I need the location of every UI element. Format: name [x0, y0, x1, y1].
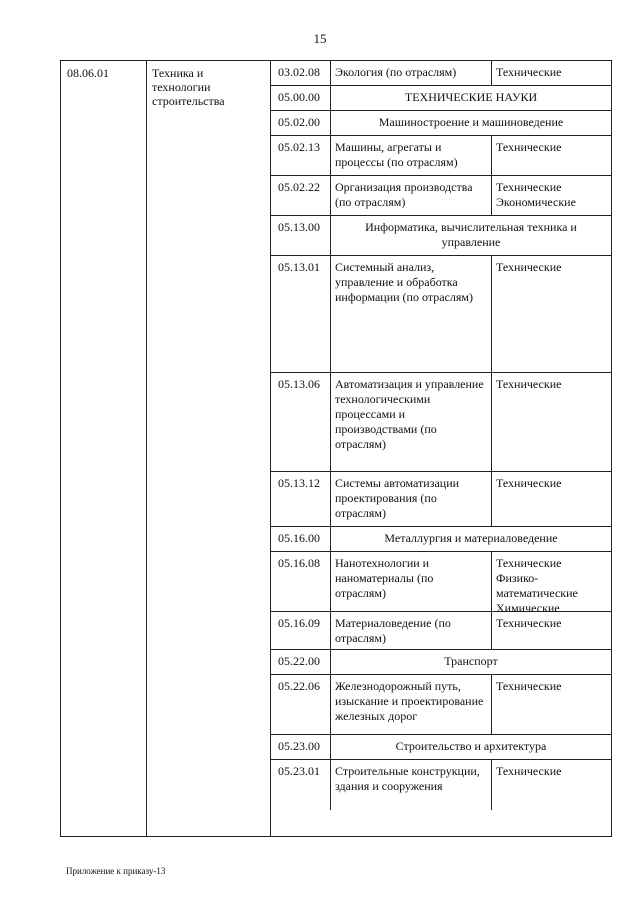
row-name: Нанотехнологии и наноматериалы (по отраслям) [331, 552, 492, 611]
science-branch: Экономические [496, 195, 576, 209]
specialty-name-cell [146, 61, 271, 836]
row-name: Системы автоматизации проектирования (по отраслям) [331, 472, 492, 526]
row-name: Системный анализ, управление и обработка информации (по отраслям) [331, 256, 492, 372]
page-number: 15 [313, 31, 327, 46]
row-name: Строительные конструкции, здания и сооружения [331, 760, 492, 810]
row-sciences [492, 373, 611, 471]
table-row [270, 136, 611, 176]
row-sciences [492, 552, 611, 615]
row-code: 03.02.08 [270, 61, 331, 85]
science-branch: Технические [496, 65, 562, 79]
science-branch: Технические [496, 260, 562, 274]
row-code: 05.13.01 [270, 256, 331, 372]
row-code: 05.02.13 [270, 136, 331, 175]
section-row [270, 216, 611, 256]
science-branch: Химические [496, 601, 560, 615]
row-code: 05.22.06 [270, 675, 331, 734]
specialty-code-cell [61, 61, 147, 836]
footer-note: Приложение к приказу-13 [66, 866, 166, 876]
row-code: 05.23.00 [270, 735, 331, 759]
row-code: 05.16.08 [270, 552, 331, 611]
science-branch: Физико-математические [496, 571, 578, 600]
section-title: Металлургия и материаловедение [384, 531, 558, 545]
specialty-name: Техника и технологии строительства [152, 66, 225, 108]
table-row [270, 552, 611, 615]
row-code: 05.02.22 [270, 176, 331, 215]
science-branch: Технические [496, 616, 562, 630]
row-sciences [492, 176, 611, 215]
section-title: Машиностроение и машиноведение [378, 115, 564, 129]
science-branch: Технические [496, 180, 562, 194]
row-code: 05.13.06 [270, 373, 331, 471]
row-sciences [492, 612, 611, 649]
table-row [270, 612, 611, 650]
table-row [270, 472, 611, 527]
science-branch: Технические [496, 377, 562, 391]
specialties-table [60, 60, 612, 837]
science-branch: Технические [496, 556, 562, 570]
table-row [270, 256, 611, 373]
row-sciences [492, 675, 611, 734]
row-code: 05.22.00 [270, 650, 331, 674]
table-row [270, 760, 611, 810]
section-title: Строительство и архитектура [395, 739, 547, 753]
section-row [270, 650, 611, 675]
row-name: Материаловедение (по отраслям) [331, 612, 492, 649]
row-code: 05.23.01 [270, 760, 331, 810]
row-name: Машины, агрегаты и процессы (по отраслям) [331, 136, 492, 175]
section-row [270, 111, 611, 136]
row-name: Железнодорожный путь, изыскание и проектирование железных дорог [331, 675, 492, 734]
row-sciences [492, 760, 611, 810]
table-row [270, 675, 611, 735]
row-code: 05.16.00 [270, 527, 331, 551]
table-row [270, 373, 611, 472]
row-code: 05.16.09 [270, 612, 331, 649]
row-sciences [492, 472, 611, 526]
row-code: 05.13.00 [270, 216, 331, 255]
science-branch: Технические [496, 764, 562, 778]
section-row [270, 735, 611, 760]
table-row [270, 176, 611, 216]
section-title: Транспорт [444, 654, 498, 668]
row-name: Автоматизация и управление технологическими процессами и производствами (по отраслям) [331, 373, 492, 471]
row-sciences [492, 256, 611, 372]
science-branch: Технические [496, 140, 562, 154]
row-code: 05.13.12 [270, 472, 331, 526]
table-row [270, 61, 611, 86]
specialty-code: 08.06.01 [67, 66, 109, 80]
section-row [270, 527, 611, 552]
section-row [270, 86, 611, 111]
row-sciences [492, 61, 611, 85]
section-title: ТЕХНИЧЕСКИЕ НАУКИ [404, 90, 538, 104]
row-name: Экология (по отраслям) [331, 61, 492, 85]
section-title: Информатика, вычислительная техника и управление [365, 220, 577, 249]
science-branch: Технические [496, 679, 562, 693]
row-code: 05.02.00 [270, 111, 331, 135]
science-branch: Технические [496, 476, 562, 490]
row-sciences [492, 136, 611, 175]
row-code: 05.00.00 [270, 86, 331, 110]
row-name: Организация производства (по отраслям) [331, 176, 492, 215]
